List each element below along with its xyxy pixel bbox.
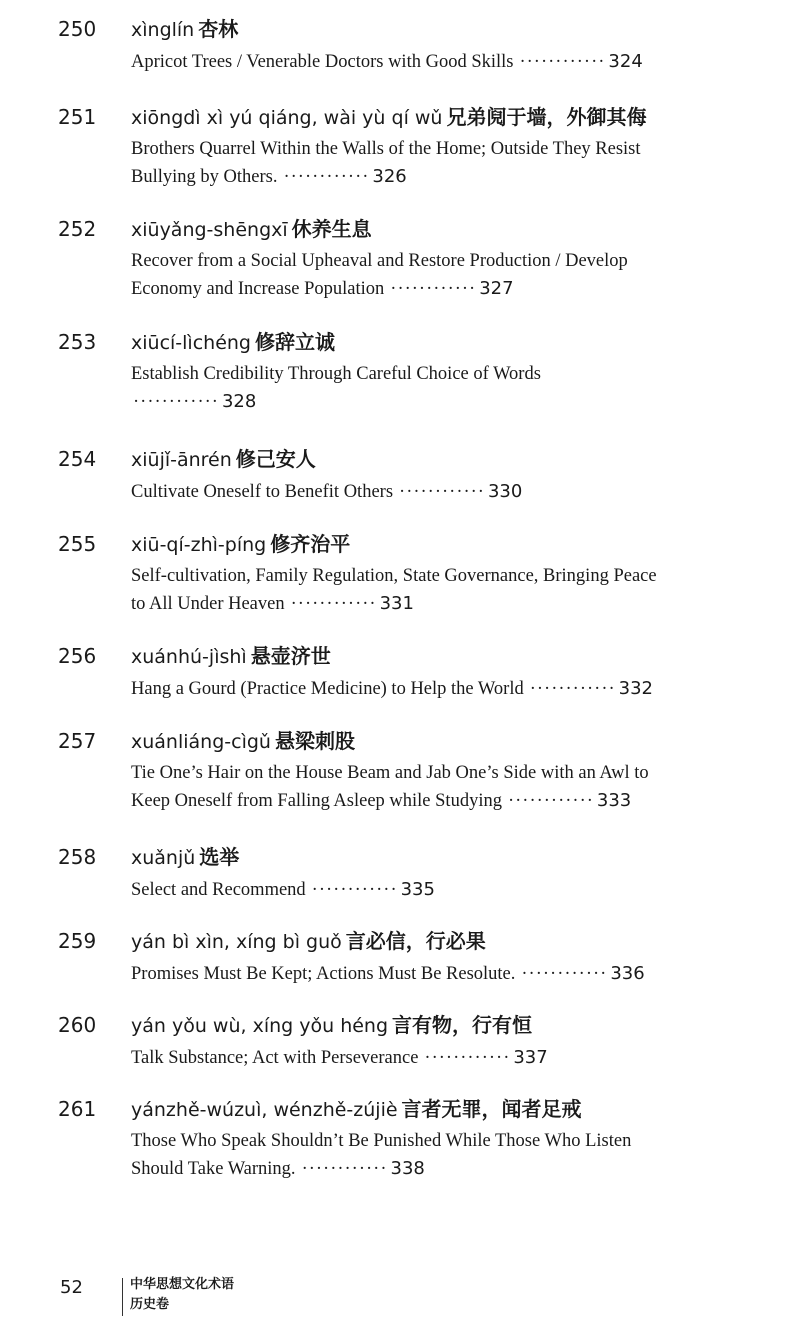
entry-hanzi: 杏林: [198, 17, 239, 41]
entry-pinyin: yán yǒu wù, xíng yǒu héng: [131, 1015, 389, 1037]
dot-leader: ············: [507, 791, 594, 811]
dot-leader: ············: [311, 880, 398, 900]
entry-page: 327: [479, 278, 514, 299]
entry-heading: [131, 327, 335, 360]
folio-page-number: 52: [60, 1277, 83, 1298]
entry-number: 250: [58, 17, 97, 41]
entry-hanzi: 悬梁刺股: [274, 729, 355, 753]
entry-page: 324: [608, 51, 643, 72]
entry-hanzi: 修辞立诚: [254, 330, 335, 354]
translation-line: Apricot Trees / Venerable Doctors with Good Skills: [131, 52, 514, 72]
entry-number: 253: [58, 330, 97, 354]
entry-heading: [131, 1094, 582, 1127]
translation-line: Should Take Warning.: [131, 1159, 296, 1179]
entry-page: 330: [487, 481, 523, 502]
entry-hanzi: 选举: [199, 845, 240, 869]
translation-line: Tie One’s Hair on the House Beam and Jab One’s Side with an Awl to: [131, 763, 649, 783]
entry-number: 251: [58, 105, 97, 129]
entry-heading: [131, 842, 239, 875]
entry-page: 336: [610, 963, 645, 984]
entry-heading: [131, 1010, 532, 1043]
entry-number: 257: [58, 729, 97, 753]
entry-heading: [131, 726, 355, 759]
entry-pinyin: xiōngdì xì yú qiáng, wài yù qí wǔ: [131, 107, 443, 129]
entry-pinyin: xiū-qí-zhì-píng: [131, 534, 267, 556]
entry-heading: [131, 529, 350, 562]
translation-line: Brothers Quarrel Within the Walls of the Home; Outside They Resist: [131, 139, 641, 159]
entry-heading: [131, 444, 316, 477]
translation-line: Recover from a Social Upheaval and Restore Production / Develop: [131, 251, 628, 271]
entry-page: 337: [513, 1047, 548, 1068]
entry-hanzi: 休养生息: [291, 217, 372, 241]
entry-pinyin: xuánhú-jìshì: [131, 646, 247, 668]
dot-leader: ············: [290, 594, 377, 614]
translation-line: Talk Substance; Act with Perseverance: [131, 1048, 419, 1068]
entry-translation: [131, 48, 751, 76]
dot-leader: ············: [390, 279, 477, 299]
entry-hanzi: 言有物，行有恒: [392, 1013, 533, 1037]
entry-page: 338: [390, 1158, 425, 1179]
dot-leader: ············: [133, 392, 219, 412]
entry-page: 332: [618, 678, 654, 699]
entry-page: 326: [372, 166, 407, 187]
entry-translation: [131, 563, 751, 618]
translation-line: Keep Oneself from Falling Asleep while Studying: [131, 791, 502, 811]
entry-heading: [131, 926, 486, 959]
translation-line: Cultivate Oneself to Benefit Others: [131, 482, 394, 502]
entry-hanzi: 修齐治平: [270, 532, 351, 556]
translation-line: to All Under Heaven: [131, 594, 285, 614]
entry-translation: [131, 361, 751, 416]
entry-hanzi: 悬壶济世: [250, 644, 331, 668]
entry-translation: [131, 136, 751, 191]
dot-leader: ············: [399, 482, 485, 502]
entry-heading: [131, 214, 372, 247]
entry-hanzi: 言者无罪，闻者足戒: [401, 1097, 582, 1121]
folio-divider: [122, 1278, 123, 1316]
entry-translation: [131, 248, 751, 303]
dot-leader: ············: [301, 1159, 388, 1179]
entry-heading: [131, 102, 646, 135]
entry-number: 258: [58, 845, 97, 869]
entry-translation: [131, 1044, 751, 1072]
entry-pinyin: xuánliáng-cìgǔ: [131, 731, 271, 753]
translation-line: Self-cultivation, Family Regulation, State Governance, Bringing Peace: [131, 566, 657, 586]
translation-line: Those Who Speak Shouldn’t Be Punished While Those Who Listen: [131, 1131, 632, 1151]
dot-leader: ············: [519, 52, 606, 72]
entry-number: 261: [58, 1097, 97, 1121]
translation-line: Hang a Gourd (Practice Medicine) to Help the World: [131, 679, 524, 699]
entry-pinyin: yánzhě-wúzuì, wénzhě-zújiè: [131, 1099, 398, 1121]
entry-hanzi: 兄弟阋于墙，外御其侮: [446, 105, 647, 129]
entry-number: 259: [58, 929, 97, 953]
entry-pinyin: yán bì xìn, xíng bì guǒ: [131, 931, 342, 953]
entry-page: 333: [596, 790, 632, 811]
entry-pinyin: xìnglín: [131, 19, 195, 41]
series-title-line-2: 历史卷: [130, 1297, 170, 1312]
entry-number: 252: [58, 217, 97, 241]
entry-pinyin: xiūjǐ-ānrén: [131, 449, 232, 471]
entry-translation: [131, 876, 751, 904]
translation-line: Bullying by Others.: [131, 167, 278, 187]
dot-leader: ············: [283, 167, 370, 187]
entry-translation: [131, 1128, 751, 1183]
series-title-line-1: 中华思想文化术语: [130, 1277, 235, 1292]
translation-line: Promises Must Be Kept; Actions Must Be Resolute.: [131, 964, 516, 984]
dot-leader: ············: [529, 679, 616, 699]
entry-hanzi: 言必信，行必果: [345, 929, 486, 953]
entry-translation: [131, 478, 751, 506]
entry-heading: [131, 641, 331, 674]
entry-number: 256: [58, 644, 97, 668]
translation-line: Economy and Increase Population: [131, 279, 385, 299]
translation-line: Select and Recommend: [131, 880, 306, 900]
entry-number: 255: [58, 532, 97, 556]
series-title: [130, 1275, 234, 1315]
entry-pinyin: xuǎnjǔ: [131, 847, 196, 869]
entry-translation: [131, 675, 751, 703]
entry-pinyin: xiūyǎng-shēngxī: [131, 219, 288, 241]
entry-heading: [131, 14, 238, 47]
entry-page: 328: [221, 391, 257, 412]
dot-leader: ············: [521, 964, 608, 984]
entry-translation: [131, 760, 751, 815]
entry-translation: [131, 960, 751, 988]
entry-pinyin: xiūcí-lìchéng: [131, 332, 251, 354]
entry-page: 335: [400, 879, 435, 900]
entry-number: 260: [58, 1013, 97, 1037]
translation-line: Establish Credibility Through Careful Choice of Words: [131, 364, 541, 384]
dot-leader: ············: [424, 1048, 511, 1068]
entry-page: 331: [379, 593, 414, 614]
entry-hanzi: 修己安人: [235, 447, 316, 471]
entry-number: 254: [58, 447, 97, 471]
